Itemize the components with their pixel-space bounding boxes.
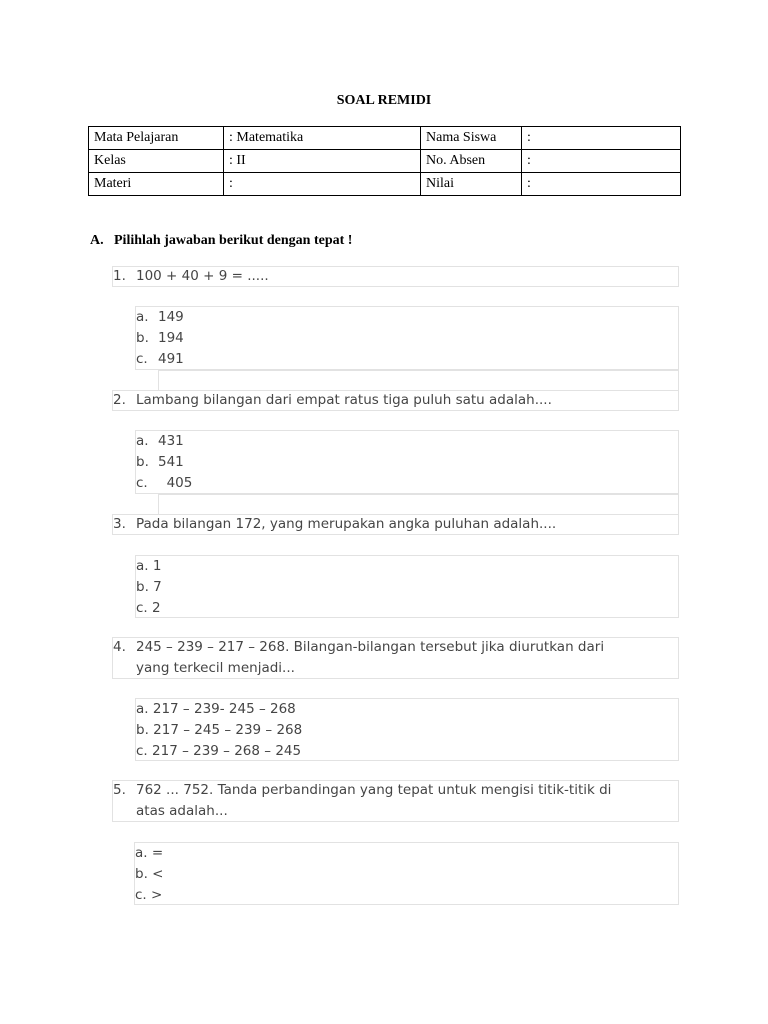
table-cell-label: Nama Siswa: [421, 127, 522, 150]
student-info-table: [88, 126, 681, 196]
table-cell-value: :: [522, 127, 681, 150]
option-item: a. 1: [136, 558, 162, 574]
options-frame: [135, 555, 679, 618]
question-text: 762 ... 752. Tanda perbandingan yang tepat untuk mengisi titik-titik di atas adalah...: [136, 782, 612, 819]
question-number: 5.: [113, 782, 126, 798]
table-cell-label: Mata Pelajaran: [89, 127, 224, 150]
options-list: [136, 556, 162, 619]
option-item: a. 431: [136, 433, 184, 449]
options-list: [136, 431, 192, 494]
table-row: [89, 127, 681, 150]
option-item: c. 217 – 239 – 268 – 245: [136, 743, 302, 759]
table-cell-value: :: [224, 173, 421, 196]
question-text: Lambang bilangan dari empat ratus tiga puluh satu adalah....: [136, 392, 552, 408]
table-cell-label: Materi: [89, 173, 224, 196]
question-number: 3.: [113, 516, 126, 532]
option-item: b. 194: [136, 330, 184, 346]
spacer-frame: [158, 494, 679, 515]
table-cell-value: : Matematika: [224, 127, 421, 150]
page-title: SOAL REMIDI: [336, 93, 432, 108]
section-letter: A.: [90, 233, 104, 248]
spacer-frame: [158, 370, 679, 391]
options-frame: [134, 842, 679, 905]
option-item: b. 7: [136, 579, 162, 595]
question-text: 100 + 40 + 9 = .....: [136, 268, 269, 284]
table-cell-value: :: [522, 150, 681, 173]
table-cell-label: No. Absen: [421, 150, 522, 173]
option-item: a. 217 – 239- 245 – 268: [136, 701, 296, 717]
table-row: [89, 173, 681, 196]
question-number: 4.: [113, 639, 126, 655]
option-item: a. =: [135, 845, 164, 861]
section-heading: [90, 233, 352, 249]
table-cell-value: : II: [224, 150, 421, 173]
options-list: [136, 307, 184, 370]
options-frame: [135, 306, 679, 370]
table-cell-label: Nilai: [421, 173, 522, 196]
option-item: b. 541: [136, 454, 184, 470]
question-number: 2.: [113, 392, 126, 408]
option-item: c. >: [135, 887, 163, 903]
question-number: 1.: [113, 268, 126, 284]
options-list: [135, 843, 163, 906]
table-cell-label: Kelas: [89, 150, 224, 173]
option-item: c. 491: [136, 351, 184, 367]
option-item: b. 217 – 245 – 239 – 268: [136, 722, 303, 738]
option-item: a. 149: [136, 309, 184, 325]
question-text: 245 – 239 – 217 – 268. Bilangan-bilangan tersebut jika diurutkan dari yang terkecil menjadi...: [136, 639, 605, 676]
options-list: [136, 699, 302, 762]
option-item: c. 405: [136, 475, 193, 491]
table-row: [89, 150, 681, 173]
section-heading-text: Pilihlah jawaban berikut dengan tepat !: [114, 233, 353, 248]
option-item: c. 2: [136, 600, 161, 616]
question-text: Pada bilangan 172, yang merupakan angka puluhan adalah....: [136, 516, 557, 532]
table-cell-value: :: [522, 173, 681, 196]
option-item: b. <: [135, 866, 164, 882]
options-frame: [135, 430, 679, 494]
